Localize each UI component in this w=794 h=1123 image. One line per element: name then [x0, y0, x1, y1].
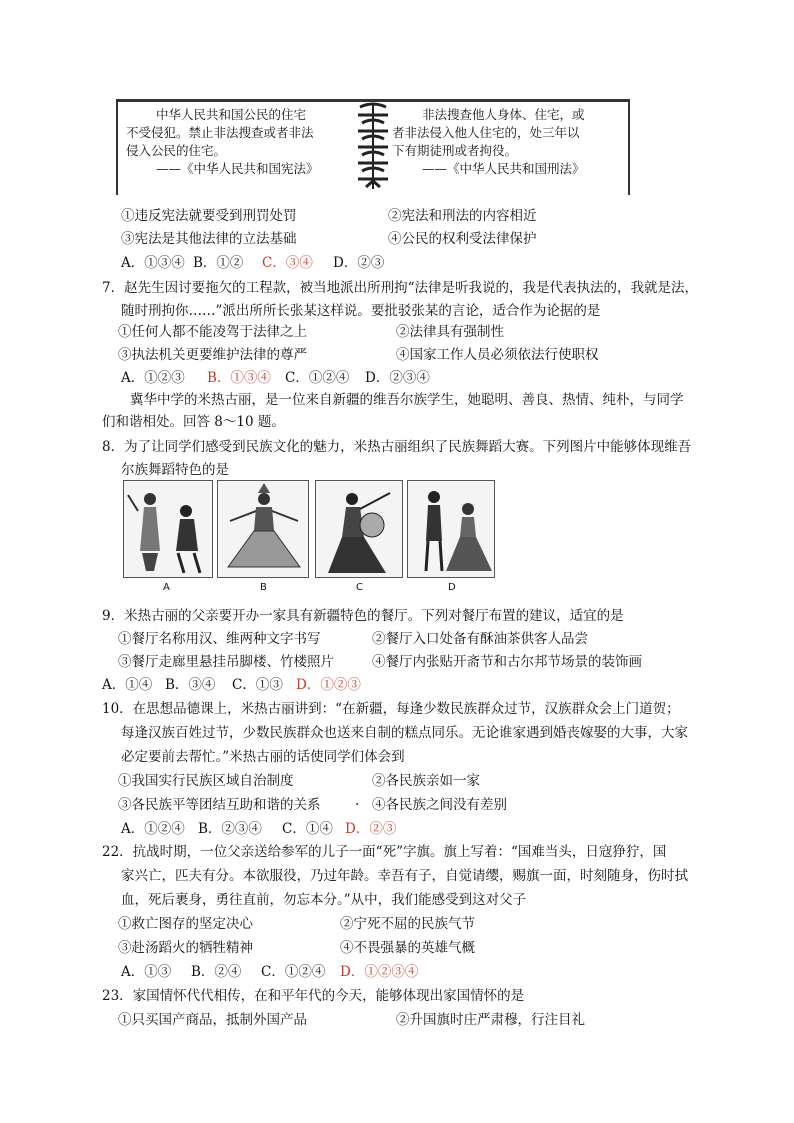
q23-option-2: ②升国旗时庄严肃穆，行注目礼	[396, 1012, 585, 1028]
q7-choice-a: A．①②③	[121, 370, 185, 386]
q7-stem-line-2: 随时刑拘你……”派出所所长张某这样说。要批驳张某的言论，适合作为论据的是	[121, 303, 601, 319]
dance-image-b-label: B	[260, 582, 267, 593]
q22-stem-line-3: 血，死后裹身，勇往直前，勿忘本分。”从中，我们能感受到这对父子	[121, 892, 527, 908]
dance-image-d-label: D	[448, 582, 456, 593]
q7-choice-b: B．①③④	[207, 370, 271, 386]
q10-option-1: ①我国实行民族区域自治制度	[118, 773, 294, 789]
q22-stem-line-2: 家兴亡，匹夫有分。本欲服役，乃过年龄。幸吾有子，自觉请缨，赐旗一面，时刻随身，伤时拭	[121, 868, 688, 884]
q9-option-2: ②餐厅入口处备有酥油茶供客人品尝	[372, 631, 588, 647]
constitution-line-1: 中华人民共和国公民的住宅	[156, 107, 307, 122]
criminal-law-line-2: 者非法侵入他人住宅的，处三年以	[392, 125, 580, 140]
q9-option-1: ①餐厅名称用汉、维两种文字书写	[118, 631, 321, 647]
q10-option-2: ②各民族亲如一家	[372, 773, 480, 789]
q22-choice-d: D．①②③④	[340, 964, 419, 980]
criminal-law-quote	[392, 106, 628, 178]
q7-stem-line-1: 7．赵先生因讨要拖欠的工程款，被当地派出所刑拘“法律是听我说的，我是代表执法的，我就是法，	[102, 280, 698, 296]
q22-choice-a: A．①③	[121, 964, 172, 980]
passage-intro-line-2: 们和谐相处。回答 8～10 题。	[102, 414, 285, 430]
q7-option-2: ②法律具有强制性	[396, 324, 504, 340]
q10-choice-b: B．②③④	[198, 821, 262, 837]
dance-image-a	[123, 480, 213, 578]
criminal-law-line-1: 非法搜查他人身体、住宅，或	[422, 107, 585, 122]
q7-choice-c: C．①②④	[285, 370, 350, 386]
q6-choice-a: A．①③④	[121, 255, 185, 271]
q23-stem: 23．家国情怀代代相传，在和平年代的今天，能够体现出家国情怀的是	[102, 988, 525, 1004]
q10-option-3: ③各民族平等团结互助和谐的关系	[118, 797, 321, 813]
q22-option-2: ②宁死不屈的民族气节	[340, 916, 475, 932]
q10-stem-line-1: 10．在思想品德课上，米热古丽讲到：“在新疆，每逢少数民族群众过节，汉族群众会上门道贺；	[102, 701, 680, 717]
q6-choice-c: C．③④	[262, 255, 313, 271]
q9-choice-d: D．①②③	[296, 677, 361, 693]
q6-option-2: ②宪法和刑法的内容相近	[388, 208, 537, 224]
q22-option-1: ①救亡图存的坚定决心	[118, 916, 253, 932]
q6-choice-d: D．②③	[333, 255, 385, 271]
criminal-law-source: ——《中华人民共和国刑法》	[422, 161, 585, 176]
q22-choice-b: B．②④	[191, 964, 242, 980]
q6-option-3: ③宪法是其他法律的立法基础	[121, 231, 297, 247]
q6-option-1: ①违反宪法就要受到刑罚处罚	[121, 208, 297, 224]
q23-option-1: ①只买国产商品，抵制外国产品	[118, 1012, 307, 1028]
q9-choice-a: A．①④	[102, 677, 153, 693]
q10-choice-a: A．①②④	[121, 821, 185, 837]
q10-stray-dot: .	[355, 793, 360, 809]
dance-image-c-label: C	[356, 582, 363, 593]
q9-option-3: ③餐厅走廊里悬挂吊脚楼、竹楼照片	[118, 654, 334, 670]
decorative-seal-icon	[354, 101, 392, 191]
q7-option-3: ③执法机关更要维护法律的尊严	[118, 347, 307, 363]
q22-stem-line-1: 22．抗战时期，一位父亲送给参军的儿子一面“死”字旗。旗上写着：“国难当头，日寇狰狞，国	[102, 844, 667, 860]
criminal-law-line-3: 下有期徒刑或者拘役。	[392, 143, 518, 158]
q9-option-4: ④餐厅内张贴开斋节和古尔邦节场景的装饰画	[372, 654, 642, 670]
q22-option-3: ③赴汤蹈火的牺牲精神	[118, 940, 253, 956]
constitution-line-2: 不受侵犯。禁止非法搜查或者非法	[126, 125, 314, 140]
constitution-line-3: 侵入公民的住宅。	[126, 143, 227, 158]
q7-option-4: ④国家工作人员必须依法行使职权	[396, 347, 599, 363]
q22-option-4: ④不畏强暴的英雄气概	[340, 940, 475, 956]
q6-option-4: ④公民的权利受法律保护	[388, 231, 537, 247]
constitution-source: ——《中华人民共和国宪法》	[156, 161, 319, 176]
q9-choice-c: C．①③	[232, 677, 283, 693]
passage-intro-line-1: 冀华中学的米热古丽，是一位来自新疆的维吾尔族学生，她聪明、善良、热情、纯朴，与同学	[130, 392, 684, 408]
q9-stem: 9．米热古丽的父亲要开办一家具有新疆特色的餐厅。下列对餐厅布置的建议，适宜的是	[102, 608, 624, 624]
q6-choice-b: B．①②	[193, 255, 244, 271]
q10-choice-c: C．①④	[282, 821, 333, 837]
dance-image-b	[217, 480, 309, 578]
q22-choice-c: C．①②④	[261, 964, 326, 980]
q8-stem-line-2: 尔族舞蹈特色的是	[121, 462, 229, 478]
dance-image-d	[407, 480, 495, 578]
q7-choice-d: D．②③④	[365, 370, 430, 386]
q10-stem-line-2: 每逢汉族百姓过节，少数民族群众也送来自制的糕点同乐。无论谁家遇到婚丧嫁娶的大事，大家	[121, 725, 688, 741]
q10-option-4: ④各民族之间没有差别	[372, 797, 507, 813]
dance-image-c	[315, 480, 403, 578]
q10-choice-d: D．②③	[345, 821, 397, 837]
constitution-quote	[126, 106, 354, 178]
q9-choice-b: B．③④	[165, 677, 216, 693]
q10-stem-line-3: 必定要前去帮忙。”米热古丽的话使同学们体会到	[121, 749, 405, 765]
q7-option-1: ①任何人都不能凌驾于法律之上	[118, 324, 307, 340]
dance-image-a-label: A	[163, 582, 170, 593]
q8-stem-line-1: 8．为了让同学们感受到民族文化的魅力，米热古丽组织了民族舞蹈大赛。下列图片中能够体现维吾	[102, 439, 692, 455]
